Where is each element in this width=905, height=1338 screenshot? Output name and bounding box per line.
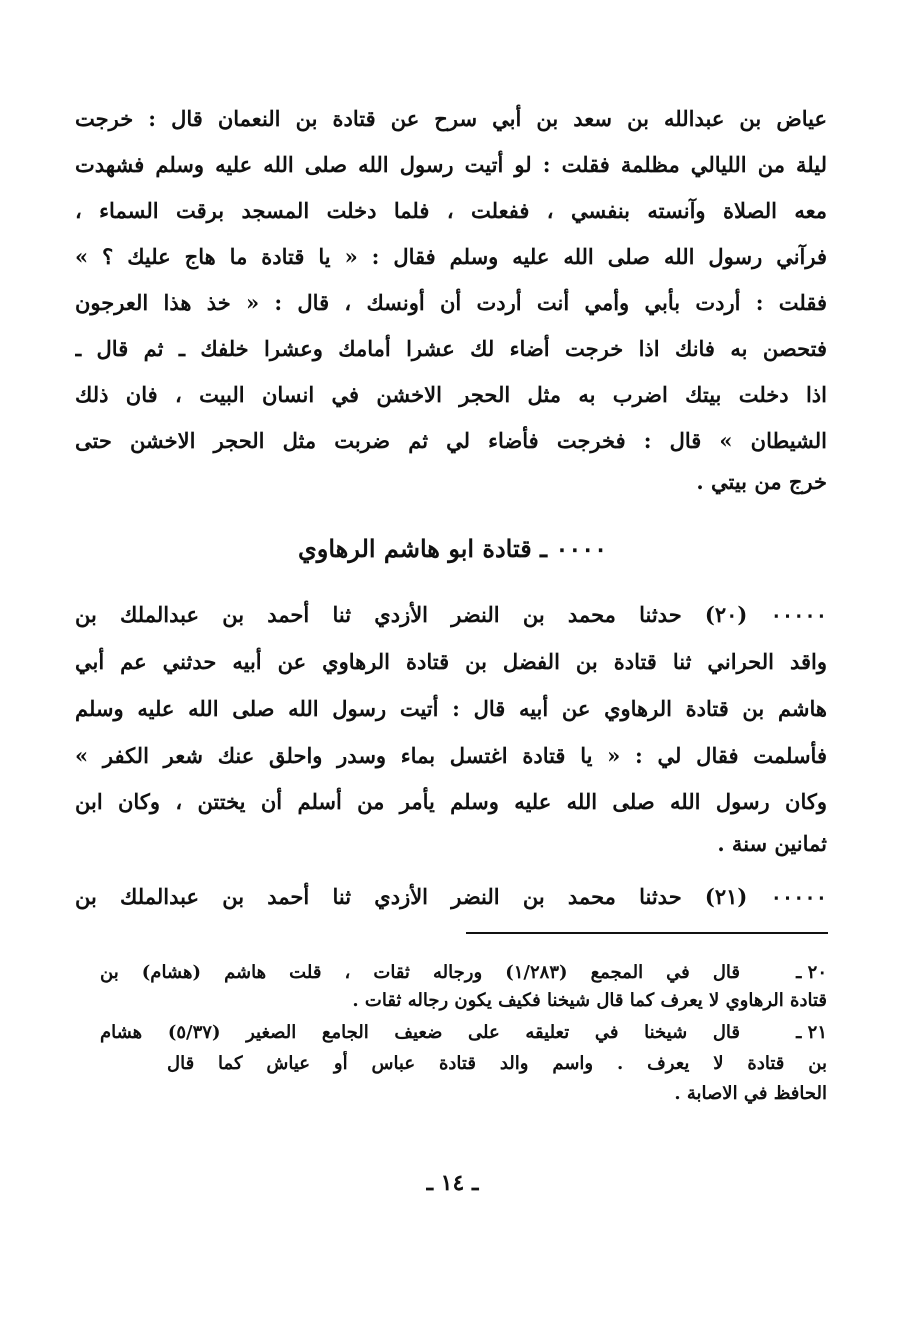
body-line: عياض بن عبدالله بن سعد بن أبي سرح عن قتادة بن النعمان قال : خرجت bbox=[75, 106, 827, 131]
body-line: اذا دخلت بيتك اضرب به مثل الحجر الاخشن في انسان البيت ، فان ذلك bbox=[75, 382, 827, 407]
page-number: ـ ١٤ ـ bbox=[426, 1170, 479, 1196]
footnote-number: ٢١ ـ bbox=[796, 1022, 827, 1043]
footnote-separator bbox=[466, 932, 828, 934]
body-line: فتحصن به فانك اذا خرجت أضاء لك عشرا أمامك وعشرا خلفك ـ ثم قال ـ bbox=[75, 336, 827, 361]
footnote-line: الحافظ في الاصابة . bbox=[674, 1083, 827, 1104]
section-line: ٠٠٠٠٠ (٢٠) حدثنا محمد بن النضر الأزدي ثنا أحمد بن عبدالملك بن bbox=[75, 602, 827, 627]
footnote-number: ٢٠ ـ bbox=[796, 962, 827, 983]
footnote-line: قال شيخنا في تعليقه على ضعيف الجامع الصغير (٥/٣٧) هشام bbox=[100, 1022, 740, 1043]
footnote-line: بن قتادة لا يعرف . واسم والد قتادة عباس أو عياش كما قال bbox=[167, 1053, 827, 1074]
body-line: فرآني رسول الله صلى الله عليه وسلم فقال : « يا قتادة ما هاج عليك ؟ » bbox=[75, 244, 827, 269]
body-line: فقلت : أردت بأبي وأمي أنت أردت أن أونسك ، قال : « خذ هذا العرجون bbox=[75, 290, 827, 315]
section-line: وكان رسول الله صلى الله عليه وسلم يأمر من أسلم أن يختتن ، وكان ابن bbox=[75, 789, 827, 814]
body-line: الشيطان » قال : فخرجت فأضاء لي ثم ضربت مثل الحجر الاخشن حتى bbox=[75, 428, 827, 453]
next-paragraph-line: ٠٠٠٠٠ (٢١) حدثنا محمد بن النضر الأزدي ثنا أحمد بن عبدالملك بن bbox=[75, 884, 827, 909]
footnote-line: قتادة الرهاوي لا يعرف كما قال شيخنا فكيف يكون رجاله ثقات . bbox=[352, 990, 827, 1011]
section-heading: ٠٠٠٠ ـ قتادة ابو هاشم الرهاوي bbox=[297, 534, 608, 563]
body-line: معه الصلاة وآنسته بنفسي ، ففعلت ، فلما دخلت المسجد برقت السماء ، bbox=[75, 198, 827, 223]
section-line: ثمانين سنة . bbox=[717, 831, 827, 856]
body-line: ليلة من الليالي مظلمة فقلت : لو أتيت رسول الله صلى الله عليه وسلم فشهدت bbox=[75, 152, 827, 177]
section-line: هاشم بن قتادة الرهاوي عن أبيه قال : أتيت رسول الله صلى الله عليه وسلم bbox=[75, 696, 827, 721]
body-line: خرج من بيتي . bbox=[696, 469, 827, 494]
section-line: فأسلمت فقال لي : « يا قتادة اغتسل بماء وسدر واحلق عنك شعر الكفر » bbox=[75, 743, 827, 768]
footnote-line: قال في المجمع (١/٢٨٣) ورجاله ثقات ، قلت هاشم (هشام) بن bbox=[100, 962, 740, 983]
section-line: واقد الحراني ثنا قتادة بن الفضل بن قتادة الرهاوي عن أبيه حدثني عم أبي bbox=[75, 649, 827, 674]
